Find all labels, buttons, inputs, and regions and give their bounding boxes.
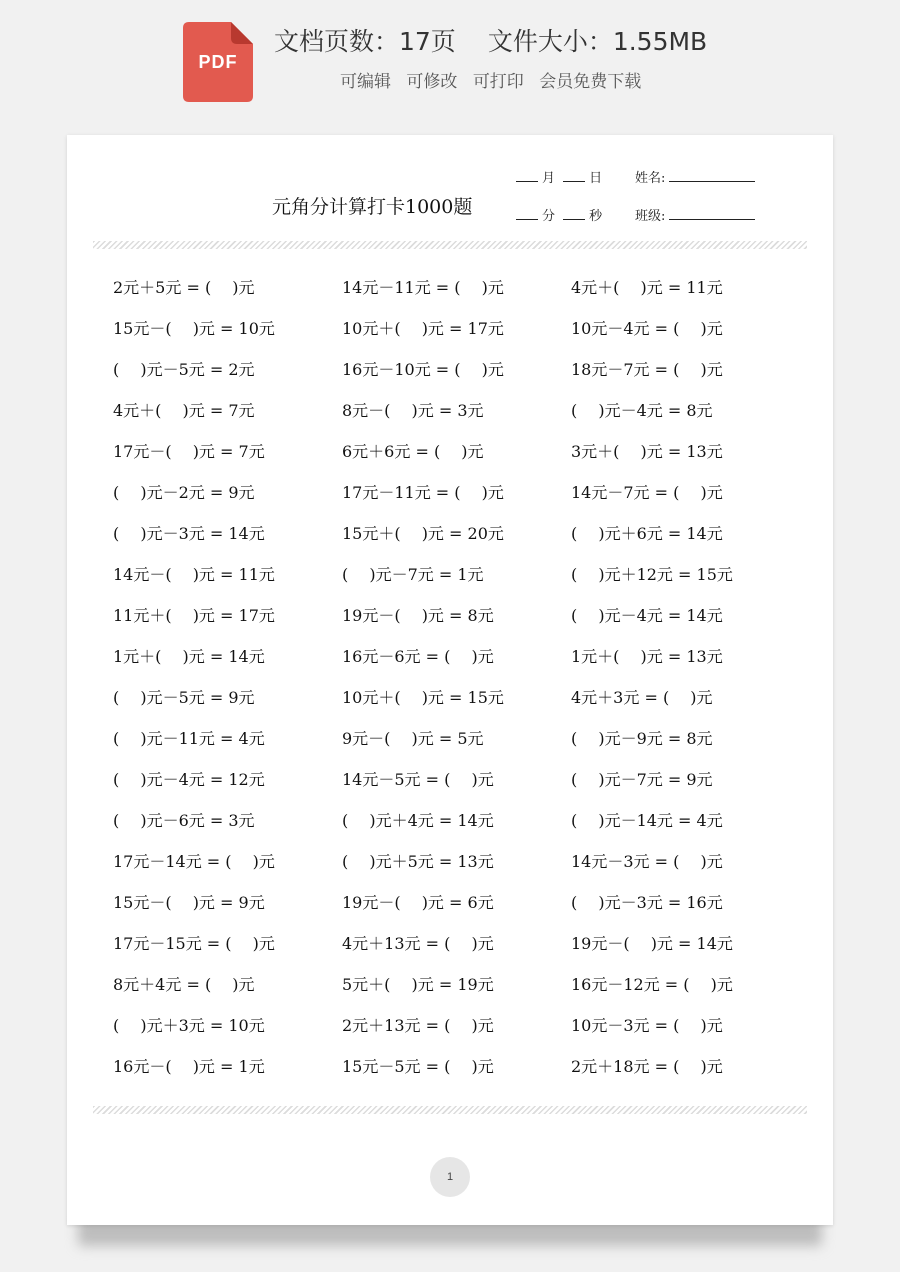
page-number-badge: 1 [430,1157,470,1197]
problem-item: 15元－5元 = ( )元 [342,1057,494,1076]
problem-item: 4元＋13元 = ( )元 [342,934,494,953]
problem-item: 4元＋3元 = ( )元 [571,688,713,707]
month-label: 月 [542,171,556,186]
problem-row [113,562,803,603]
page-count-text: 文档页数：17页 [274,27,456,56]
document-info-header [0,0,900,120]
problem-item: 19元－( )元 = 8元 [342,606,494,625]
day-label: 日 [589,171,603,186]
problem-item: 17元－11元 = ( )元 [342,483,504,502]
problem-item: 10元－3元 = ( )元 [571,1016,723,1035]
day-blank [563,169,585,182]
problem-item: 10元－4元 = ( )元 [571,319,723,338]
problem-item: 4元＋( )元 = 7元 [113,401,255,420]
problem-item: ( )元－4元 = 12元 [113,770,265,789]
tag-modifiable: 可修改 [406,72,458,92]
problem-item: 16元－( )元 = 1元 [113,1057,265,1076]
problem-row [113,972,803,1013]
problem-item: 1元＋( )元 = 13元 [571,647,723,666]
second-label: 秒 [589,209,603,224]
problem-item: ( )元＋3元 = 10元 [113,1016,265,1035]
worksheet-title: 元角分计算打卡1000题 [272,196,473,218]
class-blank [669,207,755,220]
problem-item: ( )元－5元 = 2元 [113,360,255,379]
class-field [635,205,755,224]
problem-row [113,767,803,808]
problem-item: 14元－11元 = ( )元 [342,278,504,297]
problem-row [113,644,803,685]
problem-item: 17元－( )元 = 7元 [113,442,265,461]
problem-item: ( )元－2元 = 9元 [113,483,255,502]
problem-item: 1元＋( )元 = 14元 [113,647,265,666]
problem-item: ( )元＋5元 = 13元 [342,852,494,871]
problem-item: ( )元＋4元 = 14元 [342,811,494,830]
problem-item: ( )元－7元 = 9元 [571,770,713,789]
problem-item: 8元＋4元 = ( )元 [113,975,255,994]
problem-row [113,603,803,644]
minute-blank [516,207,538,220]
time-fields [516,205,602,224]
name-field [635,167,755,186]
problem-row [113,931,803,972]
problem-item: ( )元－7元 = 1元 [342,565,484,584]
problem-item: 2元＋13元 = ( )元 [342,1016,494,1035]
top-divider [93,241,807,249]
minute-label: 分 [542,209,556,224]
problem-item: 19元－( )元 = 14元 [571,934,733,953]
problem-row [113,398,803,439]
problem-item: 15元－( )元 = 9元 [113,893,265,912]
problem-item: 18元－7元 = ( )元 [571,360,723,379]
problem-item: ( )元－4元 = 8元 [571,401,713,420]
problem-row [113,849,803,890]
problem-item: ( )元－9元 = 8元 [571,729,713,748]
problem-item: ( )元－11元 = 4元 [113,729,265,748]
problem-row [113,480,803,521]
second-blank [563,207,585,220]
problem-row [113,808,803,849]
problem-item: 14元－5元 = ( )元 [342,770,494,789]
problem-item: ( )元－14元 = 4元 [571,811,723,830]
problem-row [113,439,803,480]
file-size-text: 文件大小：1.55MB [487,27,708,56]
problem-item: 3元＋( )元 = 13元 [571,442,723,461]
problem-item: ( )元＋12元 = 15元 [571,565,733,584]
problem-item: 15元＋( )元 = 20元 [342,524,504,543]
pdf-file-icon [183,22,253,102]
problem-row [113,1013,803,1054]
problem-item: 14元－3元 = ( )元 [571,852,723,871]
problem-item: 2元＋5元 = ( )元 [113,278,255,297]
problem-item: 17元－14元 = ( )元 [113,852,275,871]
problem-item: 2元＋18元 = ( )元 [571,1057,723,1076]
problem-row [113,357,803,398]
problem-item: 10元＋( )元 = 15元 [342,688,504,707]
feature-tags [340,67,651,92]
class-label: 班级: [635,209,666,224]
problem-row [113,685,803,726]
problem-item: 14元－7元 = ( )元 [571,483,723,502]
problem-item: ( )元－6元 = 3元 [113,811,255,830]
problem-row [113,521,803,562]
problem-item: 4元＋( )元 = 11元 [571,278,723,297]
problem-row [113,275,803,316]
tag-editable: 可编辑 [340,72,391,92]
problem-grid [113,275,803,1095]
problem-item: ( )元－3元 = 14元 [113,524,265,543]
name-blank [669,169,755,182]
problem-item: 10元＋( )元 = 17元 [342,319,504,338]
name-label: 姓名: [635,171,666,186]
bottom-divider [93,1106,807,1114]
problem-item: 19元－( )元 = 6元 [342,893,494,912]
tag-printable: 可打印 [472,72,524,92]
problem-item: ( )元＋6元 = 14元 [571,524,723,543]
problem-item: 15元－( )元 = 10元 [113,319,275,338]
problem-item: ( )元－5元 = 9元 [113,688,255,707]
problem-item: 16元－10元 = ( )元 [342,360,504,379]
tag-member-free-download: 会员免费下载 [539,72,642,92]
worksheet-page [67,135,833,1225]
problem-row [113,316,803,357]
problem-item: 17元－15元 = ( )元 [113,934,275,953]
document-stats [274,22,707,58]
problem-item: ( )元－4元 = 14元 [571,606,723,625]
pdf-icon-label: PDF [198,52,238,72]
problem-row [113,1054,803,1095]
problem-item: ( )元－3元 = 16元 [571,893,723,912]
problem-item: 6元＋6元 = ( )元 [342,442,484,461]
problem-row [113,890,803,931]
problem-item: 16元－12元 = ( )元 [571,975,733,994]
problem-row [113,726,803,767]
problem-item: 16元－6元 = ( )元 [342,647,494,666]
month-blank [516,169,538,182]
problem-item: 5元＋( )元 = 19元 [342,975,494,994]
problem-item: 14元－( )元 = 11元 [113,565,275,584]
problem-item: 8元－( )元 = 3元 [342,401,484,420]
problem-item: 9元－( )元 = 5元 [342,729,484,748]
problem-item: 11元＋( )元 = 17元 [113,606,275,625]
date-fields [516,167,602,186]
